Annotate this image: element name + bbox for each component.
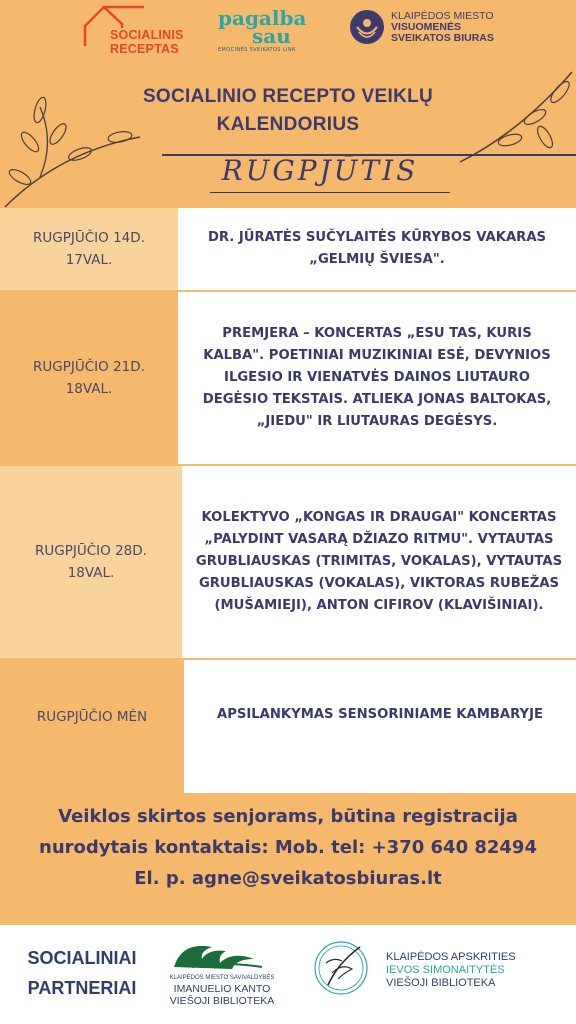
header-logos: [0, 0, 576, 62]
month-title: RUGPJŪTIS: [221, 154, 419, 187]
event-date: [0, 466, 182, 658]
lib1-line3: VIEŠOJI BIBLIOTEKA: [169, 995, 275, 1007]
wave-icon: [162, 937, 282, 973]
partners-label-line1: SOCIALINIAI: [27, 948, 137, 968]
info-line1: Veiklos skirtos senjorams, būtina registracija: [58, 806, 518, 827]
lib1-line2: IMANUELIO KANTO: [173, 983, 271, 995]
logo-social-line1: SOCIALINIS: [110, 28, 184, 42]
event-row: [0, 208, 576, 290]
logo-pagalba-tagline: EMOCINĖS SVEIKATOS LINK: [218, 47, 296, 53]
partners-label-line2: PARTNERIAI: [27, 978, 137, 998]
logo-kvsb-line1: KLAIPĖDOS MIESTO: [391, 10, 494, 22]
event-date-line1: RUGPJŪČIO 28D.: [35, 543, 147, 559]
event-date: [0, 208, 178, 290]
kvsb-logo: [350, 10, 520, 50]
event-date-line2: 17VAL.: [65, 252, 113, 268]
event-row: [0, 292, 576, 464]
event-date-line1: RUGPJŪČIO 21D.: [33, 359, 145, 375]
event-row: [0, 466, 576, 658]
logo-social-line2: RECEPTAS: [110, 42, 179, 56]
pagalba-sau-logo: [218, 8, 318, 60]
event-description: APSILANKYMAS SENSORINIAME KAMBARYJE: [184, 660, 576, 793]
event-row: [0, 660, 576, 793]
title-line1: SOCIALINIO RECEPTO VEIKLŲ: [142, 86, 434, 107]
logo-kvsb-line2: VISUOMENĖS: [391, 21, 462, 33]
lib1-line1: KLAIPĖDOS MIESTO SAVIVALDYBĖS: [169, 975, 275, 981]
title-band: [0, 62, 576, 208]
event-description: KOLEKTYVO „KONGAS IR DRAUGAI" KONCERTAS „PALYDINT VASARĄ DŽIAZO RITMU". VYTAUTAS GRUBLIAUSKAS (TRIMITAS, VOKALAS), VYTAUTAS GRUBLIAUSKAS (VOKALAS), VIKTORAS RUBEŽAS (MUŠAMIEJI), ANTON CIFIROV (KLAVIŠINIAI).: [182, 466, 576, 658]
logo-kvsb-line3: SVEIKATOS BIURAS: [391, 32, 494, 44]
kvsb-emblem-icon: [350, 10, 384, 44]
logo-pagalba-line1: pagalba: [218, 6, 307, 30]
socialinis-receptas-logo: [82, 2, 202, 58]
info-line2: nurodytais kontaktais: Mob. tel: +370 640 82494: [39, 837, 537, 858]
event-date: [0, 292, 178, 464]
partners-section: [0, 925, 576, 1024]
event-description: DR. JŪRATĖS SUČYLAITĖS KŪRYBOS VAKARAS „GELMIŲ ŠVIESA".: [178, 208, 576, 290]
kanto-library-logo: [162, 937, 282, 1017]
event-date: [0, 660, 184, 793]
registration-info: [0, 797, 576, 925]
lib2-line2: IEVOS SIMONAITYTĖS: [386, 964, 505, 976]
page-title: [0, 83, 576, 139]
event-date-line2: 18VAL.: [67, 565, 115, 581]
partners-label: [12, 943, 152, 1003]
event-date-line1: RUGPJŪČIO 14D.: [33, 230, 145, 246]
lib2-line1: KLAIPĖDOS APSKRITIES: [386, 951, 516, 963]
title-line2: KALENDORIUS: [216, 114, 360, 135]
simonaityte-library-logo: [308, 933, 528, 1013]
quill-circle-icon: [308, 933, 378, 1003]
logo-pagalba-line2: sau: [252, 24, 291, 48]
lib2-line3: VIEŠOJI BIBLIOTEKA: [386, 977, 496, 989]
title-divider-lower: [210, 192, 450, 193]
event-date-line2: 18VAL.: [65, 381, 113, 397]
info-line3: El. p. agne@sveikatosbiuras.lt: [134, 868, 442, 889]
event-date-line1: RUGPJŪČIO MĖN: [36, 709, 148, 725]
event-description: PREMJERA – KONCERTAS „ESU TAS, KURIS KALBA". POETINIAI MUZIKINIAI ESĖ, DEVYNIOS ILGESIO IR VIENATVĖS DAINOS LIUTAURO DEGĖSIO TEKSTAIS. ATLIEKA JONAS BALTOKAS, „JIEDU" IR LIUTAURAS DEGĖSYS.: [178, 292, 576, 464]
